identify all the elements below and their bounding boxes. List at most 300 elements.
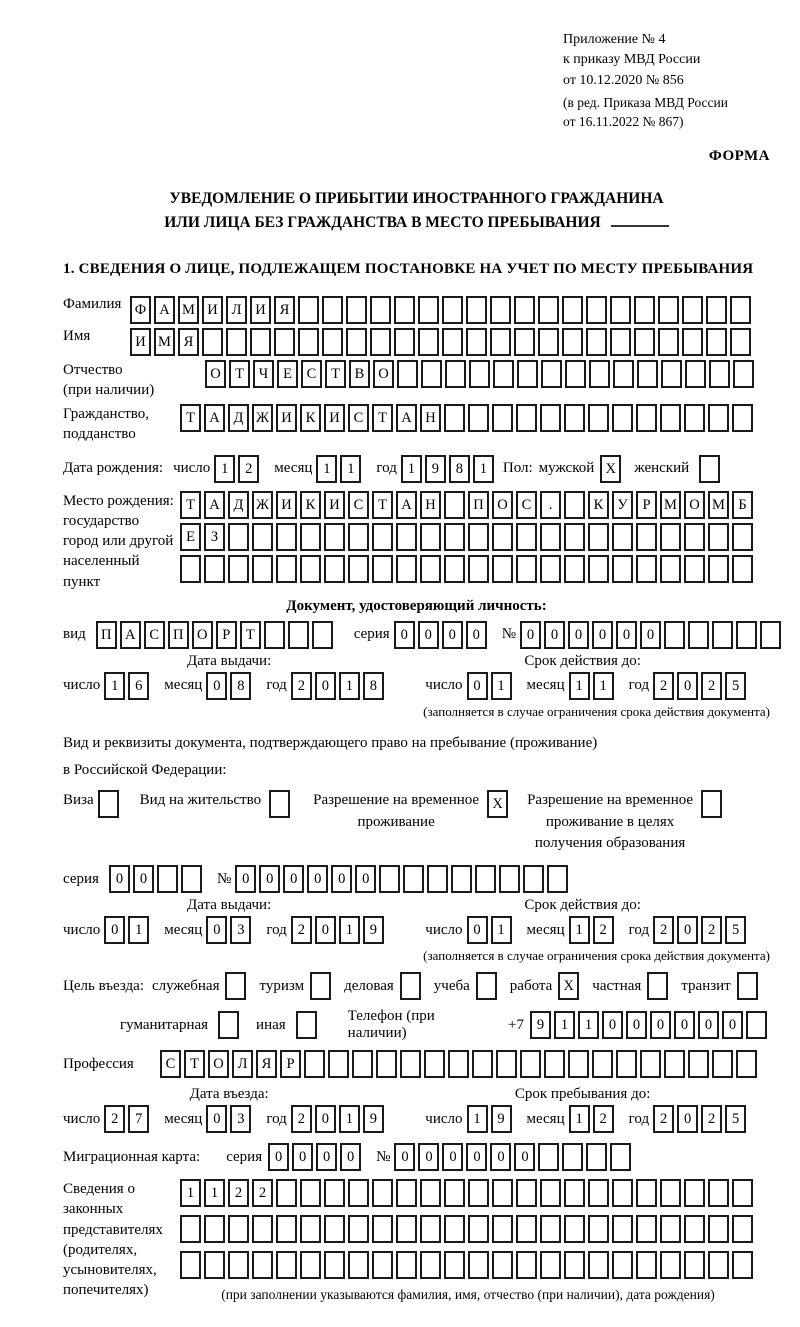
stay-month-cells[interactable]	[569, 1105, 617, 1133]
char-cell[interactable]	[732, 1251, 753, 1279]
char-cell[interactable]	[298, 328, 319, 356]
char-cell[interactable]: 0	[698, 1011, 719, 1039]
char-cell[interactable]	[376, 1050, 397, 1078]
char-cell[interactable]	[472, 1050, 493, 1078]
residence-issue-day-cells[interactable]	[104, 916, 152, 944]
char-cell[interactable]	[269, 790, 290, 818]
char-cell[interactable]: Д	[228, 404, 249, 432]
stay-year-cells[interactable]	[653, 1105, 749, 1133]
doc-series-cells[interactable]	[394, 621, 490, 649]
char-cell[interactable]	[346, 296, 367, 324]
char-cell[interactable]: 0	[640, 621, 661, 649]
doc-expiry-year-cells[interactable]	[653, 672, 749, 700]
char-cell[interactable]: 2	[593, 1105, 614, 1133]
char-cell[interactable]	[276, 555, 297, 583]
char-cell[interactable]	[660, 555, 681, 583]
char-cell[interactable]	[564, 523, 585, 551]
char-cell[interactable]	[370, 296, 391, 324]
char-cell[interactable]: 9	[491, 1105, 512, 1133]
char-cell[interactable]	[636, 1215, 657, 1243]
char-cell[interactable]	[427, 865, 448, 893]
char-cell[interactable]	[348, 1179, 369, 1207]
char-cell[interactable]	[708, 1215, 729, 1243]
char-cell[interactable]	[660, 523, 681, 551]
char-cell[interactable]: 1	[473, 455, 494, 483]
birthdate-day-cells[interactable]	[214, 455, 262, 483]
char-cell[interactable]: К	[588, 491, 609, 519]
char-cell[interactable]: 0	[307, 865, 328, 893]
char-cell[interactable]: 0	[418, 621, 439, 649]
char-cell[interactable]	[732, 555, 753, 583]
char-cell[interactable]	[444, 555, 465, 583]
char-cell[interactable]: X	[487, 790, 508, 818]
char-cell[interactable]: 0	[677, 672, 698, 700]
char-cell[interactable]: И	[324, 404, 345, 432]
char-cell[interactable]	[424, 1050, 445, 1078]
char-cell[interactable]: 3	[230, 1105, 251, 1133]
char-cell[interactable]	[661, 360, 682, 388]
residence-expiry-year-cells[interactable]	[653, 916, 749, 944]
char-cell[interactable]	[708, 555, 729, 583]
char-cell[interactable]	[324, 1251, 345, 1279]
char-cell[interactable]: 0	[626, 1011, 647, 1039]
char-cell[interactable]	[732, 404, 753, 432]
char-cell[interactable]: О	[208, 1050, 229, 1078]
visa-checkbox[interactable]	[98, 790, 122, 818]
char-cell[interactable]	[490, 328, 511, 356]
char-cell[interactable]	[352, 1050, 373, 1078]
char-cell[interactable]	[712, 1050, 733, 1078]
char-cell[interactable]	[684, 523, 705, 551]
char-cell[interactable]: 0	[315, 916, 336, 944]
char-cell[interactable]	[520, 1050, 541, 1078]
char-cell[interactable]: X	[558, 972, 579, 1000]
migration-series-cells[interactable]	[268, 1143, 364, 1171]
char-cell[interactable]	[276, 1179, 297, 1207]
char-cell[interactable]: 9	[363, 916, 384, 944]
char-cell[interactable]: Т	[240, 621, 261, 649]
char-cell[interactable]: 0	[674, 1011, 695, 1039]
doc-expiry-month-cells[interactable]	[569, 672, 617, 700]
char-cell[interactable]: 5	[725, 916, 746, 944]
char-cell[interactable]	[701, 790, 722, 818]
char-cell[interactable]	[372, 523, 393, 551]
char-cell[interactable]: 1	[104, 672, 125, 700]
char-cell[interactable]	[451, 865, 472, 893]
char-cell[interactable]	[394, 296, 415, 324]
char-cell[interactable]: Ч	[253, 360, 274, 388]
char-cell[interactable]: 2	[701, 916, 722, 944]
char-cell[interactable]: 0	[292, 1143, 313, 1171]
char-cell[interactable]	[613, 360, 634, 388]
char-cell[interactable]: К	[300, 491, 321, 519]
char-cell[interactable]	[324, 1179, 345, 1207]
char-cell[interactable]: 0	[677, 1105, 698, 1133]
stay-day-cells[interactable]	[467, 1105, 515, 1133]
char-cell[interactable]: 0	[616, 621, 637, 649]
char-cell[interactable]	[276, 1251, 297, 1279]
char-cell[interactable]	[370, 328, 391, 356]
char-cell[interactable]: Д	[228, 491, 249, 519]
char-cell[interactable]: 1	[339, 916, 360, 944]
birthplace-cells-row2[interactable]	[180, 523, 756, 551]
char-cell[interactable]	[468, 555, 489, 583]
firstname-cells[interactable]	[130, 328, 754, 356]
char-cell[interactable]	[685, 360, 706, 388]
char-cell[interactable]: Т	[180, 491, 201, 519]
char-cell[interactable]	[420, 1215, 441, 1243]
char-cell[interactable]: 2	[238, 455, 259, 483]
char-cell[interactable]: 1	[204, 1179, 225, 1207]
char-cell[interactable]	[538, 1143, 559, 1171]
char-cell[interactable]: 0	[206, 672, 227, 700]
char-cell[interactable]	[204, 555, 225, 583]
char-cell[interactable]: Т	[184, 1050, 205, 1078]
char-cell[interactable]: 2	[228, 1179, 249, 1207]
char-cell[interactable]: 5	[725, 1105, 746, 1133]
char-cell[interactable]	[466, 296, 487, 324]
char-cell[interactable]: 2	[291, 672, 312, 700]
char-cell[interactable]: 0	[109, 865, 130, 893]
char-cell[interactable]	[562, 1143, 583, 1171]
char-cell[interactable]	[514, 328, 535, 356]
char-cell[interactable]	[660, 1215, 681, 1243]
char-cell[interactable]	[730, 328, 751, 356]
char-cell[interactable]: Я	[274, 296, 295, 324]
char-cell[interactable]: 1	[214, 455, 235, 483]
char-cell[interactable]	[372, 1215, 393, 1243]
entry-year-cells[interactable]	[291, 1105, 387, 1133]
char-cell[interactable]	[420, 1251, 441, 1279]
char-cell[interactable]	[252, 1215, 273, 1243]
char-cell[interactable]	[564, 1179, 585, 1207]
char-cell[interactable]	[586, 328, 607, 356]
char-cell[interactable]	[324, 523, 345, 551]
char-cell[interactable]	[517, 360, 538, 388]
char-cell[interactable]: А	[396, 404, 417, 432]
char-cell[interactable]	[564, 404, 585, 432]
doc-expiry-day-cells[interactable]	[467, 672, 515, 700]
birthdate-year-cells[interactable]	[401, 455, 497, 483]
doc-issue-month-cells[interactable]	[206, 672, 254, 700]
char-cell[interactable]: 0	[544, 621, 565, 649]
phone-cells[interactable]	[530, 1011, 770, 1039]
char-cell[interactable]: О	[684, 491, 705, 519]
char-cell[interactable]: А	[204, 491, 225, 519]
char-cell[interactable]	[516, 523, 537, 551]
char-cell[interactable]	[312, 621, 333, 649]
char-cell[interactable]: 1	[491, 916, 512, 944]
char-cell[interactable]	[640, 1050, 661, 1078]
char-cell[interactable]: А	[154, 296, 175, 324]
char-cell[interactable]	[732, 1179, 753, 1207]
char-cell[interactable]	[252, 523, 273, 551]
char-cell[interactable]: П	[468, 491, 489, 519]
char-cell[interactable]	[540, 404, 561, 432]
char-cell[interactable]: 0	[104, 916, 125, 944]
char-cell[interactable]: Р	[216, 621, 237, 649]
char-cell[interactable]: 1	[340, 455, 361, 483]
char-cell[interactable]	[396, 555, 417, 583]
char-cell[interactable]	[296, 1011, 317, 1039]
char-cell[interactable]	[516, 1251, 537, 1279]
char-cell[interactable]: 1	[401, 455, 422, 483]
char-cell[interactable]: Р	[636, 491, 657, 519]
char-cell[interactable]	[226, 328, 247, 356]
purpose-business-checkbox[interactable]	[400, 972, 424, 1000]
char-cell[interactable]	[647, 972, 668, 1000]
representatives-cells-row1[interactable]	[180, 1179, 756, 1207]
char-cell[interactable]	[592, 1050, 613, 1078]
char-cell[interactable]: 0	[467, 916, 488, 944]
char-cell[interactable]: 0	[259, 865, 280, 893]
sex-male-checkbox[interactable]	[600, 455, 624, 483]
char-cell[interactable]	[98, 790, 119, 818]
char-cell[interactable]	[396, 1251, 417, 1279]
char-cell[interactable]: И	[276, 404, 297, 432]
char-cell[interactable]	[180, 1251, 201, 1279]
char-cell[interactable]: 0	[722, 1011, 743, 1039]
char-cell[interactable]: Н	[420, 404, 441, 432]
char-cell[interactable]	[493, 360, 514, 388]
char-cell[interactable]	[540, 555, 561, 583]
char-cell[interactable]: 1	[569, 916, 590, 944]
char-cell[interactable]	[636, 523, 657, 551]
char-cell[interactable]: Т	[229, 360, 250, 388]
char-cell[interactable]	[637, 360, 658, 388]
char-cell[interactable]: 0	[355, 865, 376, 893]
char-cell[interactable]: Р	[280, 1050, 301, 1078]
char-cell[interactable]	[468, 1179, 489, 1207]
char-cell[interactable]	[202, 328, 223, 356]
char-cell[interactable]	[420, 555, 441, 583]
char-cell[interactable]: И	[130, 328, 151, 356]
char-cell[interactable]	[400, 972, 421, 1000]
char-cell[interactable]	[225, 972, 246, 1000]
char-cell[interactable]	[218, 1011, 239, 1039]
char-cell[interactable]: Т	[180, 404, 201, 432]
char-cell[interactable]	[348, 1251, 369, 1279]
char-cell[interactable]	[708, 404, 729, 432]
char-cell[interactable]: С	[160, 1050, 181, 1078]
char-cell[interactable]: 2	[653, 1105, 674, 1133]
char-cell[interactable]: С	[144, 621, 165, 649]
char-cell[interactable]	[157, 865, 178, 893]
char-cell[interactable]: 1	[128, 916, 149, 944]
char-cell[interactable]	[475, 865, 496, 893]
char-cell[interactable]	[699, 455, 720, 483]
char-cell[interactable]: 8	[363, 672, 384, 700]
representatives-cells-row2[interactable]	[180, 1215, 756, 1243]
char-cell[interactable]	[516, 555, 537, 583]
char-cell[interactable]: П	[168, 621, 189, 649]
char-cell[interactable]	[421, 360, 442, 388]
char-cell[interactable]: 0	[283, 865, 304, 893]
char-cell[interactable]: 1	[491, 672, 512, 700]
char-cell[interactable]: Л	[232, 1050, 253, 1078]
purpose-transit-checkbox[interactable]	[737, 972, 761, 1000]
char-cell[interactable]	[403, 865, 424, 893]
char-cell[interactable]	[588, 555, 609, 583]
char-cell[interactable]: 0	[235, 865, 256, 893]
char-cell[interactable]	[228, 523, 249, 551]
char-cell[interactable]	[466, 328, 487, 356]
char-cell[interactable]	[252, 1251, 273, 1279]
doc-issue-day-cells[interactable]	[104, 672, 152, 700]
char-cell[interactable]: 0	[331, 865, 352, 893]
char-cell[interactable]	[444, 1251, 465, 1279]
char-cell[interactable]	[636, 1179, 657, 1207]
char-cell[interactable]: 0	[316, 1143, 337, 1171]
char-cell[interactable]: 2	[252, 1179, 273, 1207]
char-cell[interactable]	[204, 1215, 225, 1243]
char-cell[interactable]	[712, 621, 733, 649]
char-cell[interactable]	[420, 1179, 441, 1207]
char-cell[interactable]	[760, 621, 781, 649]
char-cell[interactable]	[706, 296, 727, 324]
char-cell[interactable]: У	[612, 491, 633, 519]
char-cell[interactable]	[444, 1179, 465, 1207]
char-cell[interactable]: 0	[315, 1105, 336, 1133]
char-cell[interactable]	[324, 1215, 345, 1243]
char-cell[interactable]	[396, 523, 417, 551]
purpose-official-checkbox[interactable]	[225, 972, 249, 1000]
char-cell[interactable]: Ф	[130, 296, 151, 324]
char-cell[interactable]	[468, 1251, 489, 1279]
char-cell[interactable]	[396, 1215, 417, 1243]
char-cell[interactable]	[468, 1215, 489, 1243]
char-cell[interactable]	[348, 523, 369, 551]
sex-female-checkbox[interactable]	[699, 455, 723, 483]
char-cell[interactable]: 0	[206, 916, 227, 944]
char-cell[interactable]: 0	[466, 1143, 487, 1171]
char-cell[interactable]	[547, 865, 568, 893]
char-cell[interactable]: 1	[554, 1011, 575, 1039]
char-cell[interactable]: 1	[578, 1011, 599, 1039]
char-cell[interactable]: 1	[467, 1105, 488, 1133]
char-cell[interactable]: И	[276, 491, 297, 519]
char-cell[interactable]	[737, 972, 758, 1000]
char-cell[interactable]	[252, 555, 273, 583]
purpose-private-checkbox[interactable]	[647, 972, 671, 1000]
char-cell[interactable]	[442, 296, 463, 324]
doc-issue-year-cells[interactable]	[291, 672, 387, 700]
char-cell[interactable]	[540, 523, 561, 551]
char-cell[interactable]	[445, 360, 466, 388]
char-cell[interactable]	[492, 1179, 513, 1207]
char-cell[interactable]	[562, 328, 583, 356]
char-cell[interactable]: В	[349, 360, 370, 388]
char-cell[interactable]	[492, 555, 513, 583]
char-cell[interactable]	[496, 1050, 517, 1078]
char-cell[interactable]: Л	[226, 296, 247, 324]
char-cell[interactable]: П	[96, 621, 117, 649]
char-cell[interactable]: И	[324, 491, 345, 519]
char-cell[interactable]	[634, 296, 655, 324]
char-cell[interactable]	[490, 296, 511, 324]
char-cell[interactable]	[442, 328, 463, 356]
char-cell[interactable]	[586, 296, 607, 324]
char-cell[interactable]: 1	[569, 672, 590, 700]
char-cell[interactable]: 8	[230, 672, 251, 700]
char-cell[interactable]	[588, 1215, 609, 1243]
char-cell[interactable]	[514, 296, 535, 324]
char-cell[interactable]	[492, 1251, 513, 1279]
char-cell[interactable]	[516, 404, 537, 432]
char-cell[interactable]	[746, 1011, 767, 1039]
char-cell[interactable]: Б	[732, 491, 753, 519]
char-cell[interactable]	[541, 360, 562, 388]
char-cell[interactable]	[492, 404, 513, 432]
char-cell[interactable]: 9	[425, 455, 446, 483]
residence-series-cells[interactable]	[109, 865, 205, 893]
char-cell[interactable]: С	[516, 491, 537, 519]
char-cell[interactable]: 0	[133, 865, 154, 893]
char-cell[interactable]	[372, 1179, 393, 1207]
char-cell[interactable]: Е	[180, 523, 201, 551]
char-cell[interactable]	[538, 296, 559, 324]
char-cell[interactable]	[468, 523, 489, 551]
purpose-work-checkbox[interactable]	[558, 972, 582, 1000]
char-cell[interactable]: Т	[372, 404, 393, 432]
doc-type-cells[interactable]	[96, 621, 336, 649]
char-cell[interactable]: А	[204, 404, 225, 432]
purpose-tourism-checkbox[interactable]	[310, 972, 334, 1000]
citizenship-cells[interactable]	[180, 404, 756, 432]
char-cell[interactable]	[397, 360, 418, 388]
char-cell[interactable]: 2	[701, 1105, 722, 1133]
char-cell[interactable]: 0	[206, 1105, 227, 1133]
char-cell[interactable]	[682, 296, 703, 324]
char-cell[interactable]	[732, 523, 753, 551]
char-cell[interactable]	[586, 1143, 607, 1171]
char-cell[interactable]: О	[492, 491, 513, 519]
char-cell[interactable]	[684, 1215, 705, 1243]
char-cell[interactable]: 0	[650, 1011, 671, 1039]
char-cell[interactable]	[444, 404, 465, 432]
char-cell[interactable]	[298, 296, 319, 324]
birthdate-month-cells[interactable]	[316, 455, 364, 483]
char-cell[interactable]: 0	[514, 1143, 535, 1171]
char-cell[interactable]: 1	[569, 1105, 590, 1133]
char-cell[interactable]	[348, 555, 369, 583]
char-cell[interactable]	[372, 1251, 393, 1279]
char-cell[interactable]: Я	[256, 1050, 277, 1078]
char-cell[interactable]	[616, 1050, 637, 1078]
char-cell[interactable]	[682, 328, 703, 356]
char-cell[interactable]: 9	[530, 1011, 551, 1039]
entry-month-cells[interactable]	[206, 1105, 254, 1133]
residence-number-cells[interactable]	[235, 865, 571, 893]
char-cell[interactable]	[469, 360, 490, 388]
char-cell[interactable]	[708, 1251, 729, 1279]
char-cell[interactable]: М	[154, 328, 175, 356]
char-cell[interactable]: Т	[372, 491, 393, 519]
char-cell[interactable]: А	[120, 621, 141, 649]
entry-day-cells[interactable]	[104, 1105, 152, 1133]
char-cell[interactable]	[324, 555, 345, 583]
char-cell[interactable]: И	[202, 296, 223, 324]
char-cell[interactable]: 0	[466, 621, 487, 649]
patronymic-cells[interactable]	[205, 360, 757, 388]
char-cell[interactable]	[634, 328, 655, 356]
char-cell[interactable]: 0	[268, 1143, 289, 1171]
char-cell[interactable]	[568, 1050, 589, 1078]
char-cell[interactable]	[658, 328, 679, 356]
char-cell[interactable]	[348, 1215, 369, 1243]
char-cell[interactable]	[708, 523, 729, 551]
char-cell[interactable]	[564, 1215, 585, 1243]
